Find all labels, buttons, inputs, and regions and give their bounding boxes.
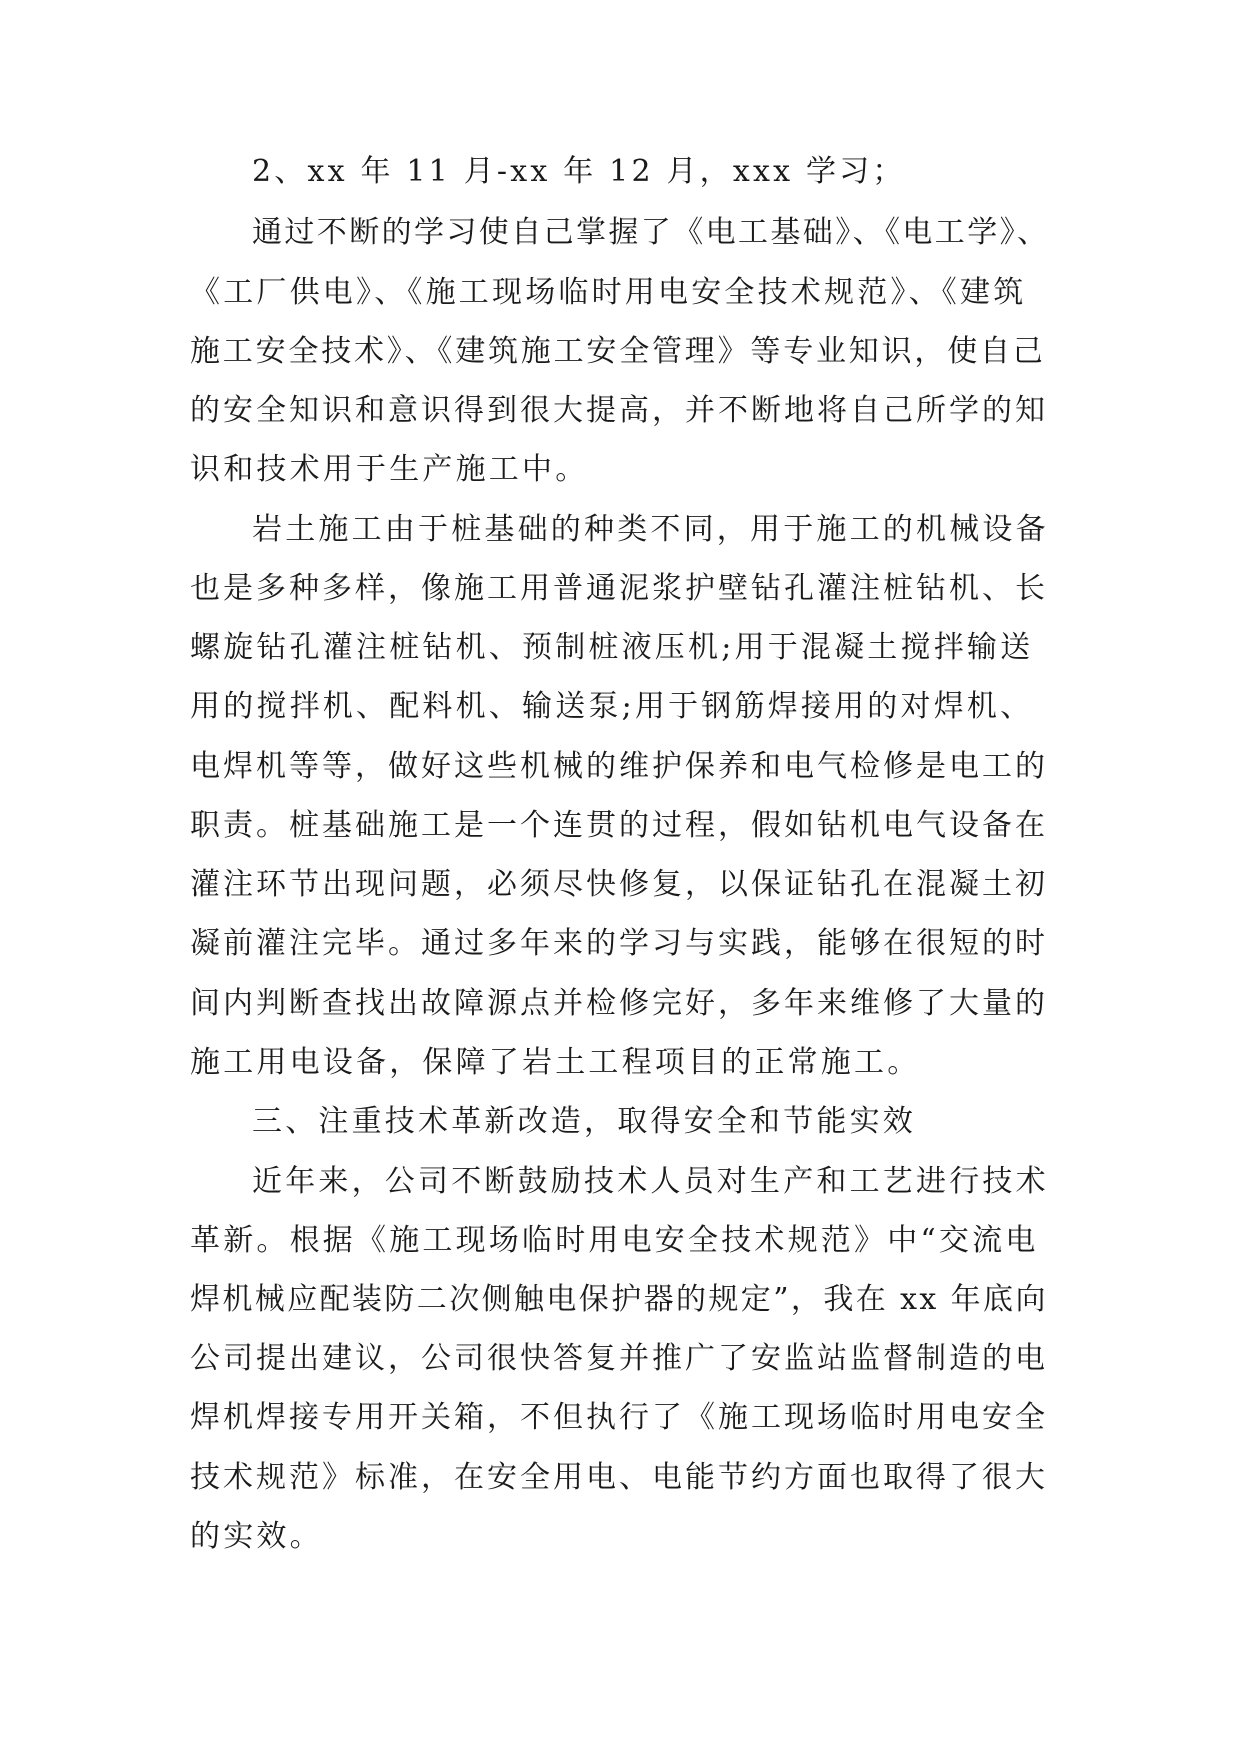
text-line: 2、xx 年 11 月-xx 年 12 月，xxx 学习； [252,154,906,189]
text-line: 职责。桩基础施工是一个连贯的过程，假如钻机电气设备在 [190,808,1048,843]
text-line: 技术规范》标准，在安全用电、电能节约方面也取得了很大 [190,1460,1048,1495]
text-line: 用的搅拌机、配料机、输送泵;用于钢筋焊接用的对焊机、 [190,689,1034,724]
text-line: 革新。根据《施工现场临时用电安全技术规范》中“交流电 [190,1223,1039,1258]
text-line: 岩土施工由于桩基础的种类不同，用于施工的机械设备 [252,512,1049,547]
text-line: 的安全知识和意识得到很大提高，并不断地将自己所学的知 [190,393,1048,428]
text-line: 焊机焊接专用开关箱，不但执行了《施工现场临时用电安全 [190,1400,1048,1435]
text-line: 《工厂供电》、《施工现场临时用电安全技术规范》、《建筑 [190,275,1027,310]
text-line: 的实效。 [190,1519,323,1554]
text-line: 识和技术用于生产施工中。 [190,452,589,487]
section-heading: 三、注重技术革新改造，取得安全和节能实效 [252,1104,916,1139]
text-line: 螺旋钻孔灌注桩钻机、预制桩液压机;用于混凝土搅拌输送 [190,630,1034,665]
text-line: 灌注环节出现问题，必须尽快修复，以保证钻孔在混凝土初 [190,867,1048,902]
text-line: 间内判断查找出故障源点并检修完好，多年来维修了大量的 [190,986,1048,1021]
text-line: 通过不断的学习使自己掌握了《电工基础》、《电工学》、 [252,215,1050,250]
text-line: 也是多种多样，像施工用普通泥浆护壁钻孔灌注桩钻机、长 [190,571,1048,606]
text-line: 电焊机等等，做好这些机械的维护保养和电气检修是电工的 [190,749,1048,784]
text-line: 凝前灌注完毕。通过多年来的学习与实践，能够在很短的时 [190,926,1048,961]
text-line: 施工安全技术》、《建筑施工安全管理》等专业知识，使自己 [190,334,1046,369]
text-line: 焊机械应配装防二次侧触电保护器的规定”，我在 xx 年底向 [190,1282,1048,1317]
text-line: 施工用电设备，保障了岩土工程项目的正常施工。 [190,1045,921,1080]
text-line: 公司提出建议，公司很快答复并推广了安监站监督制造的电 [190,1341,1048,1376]
text-line: 近年来，公司不断鼓励技术人员对生产和工艺进行技术 [252,1164,1049,1199]
